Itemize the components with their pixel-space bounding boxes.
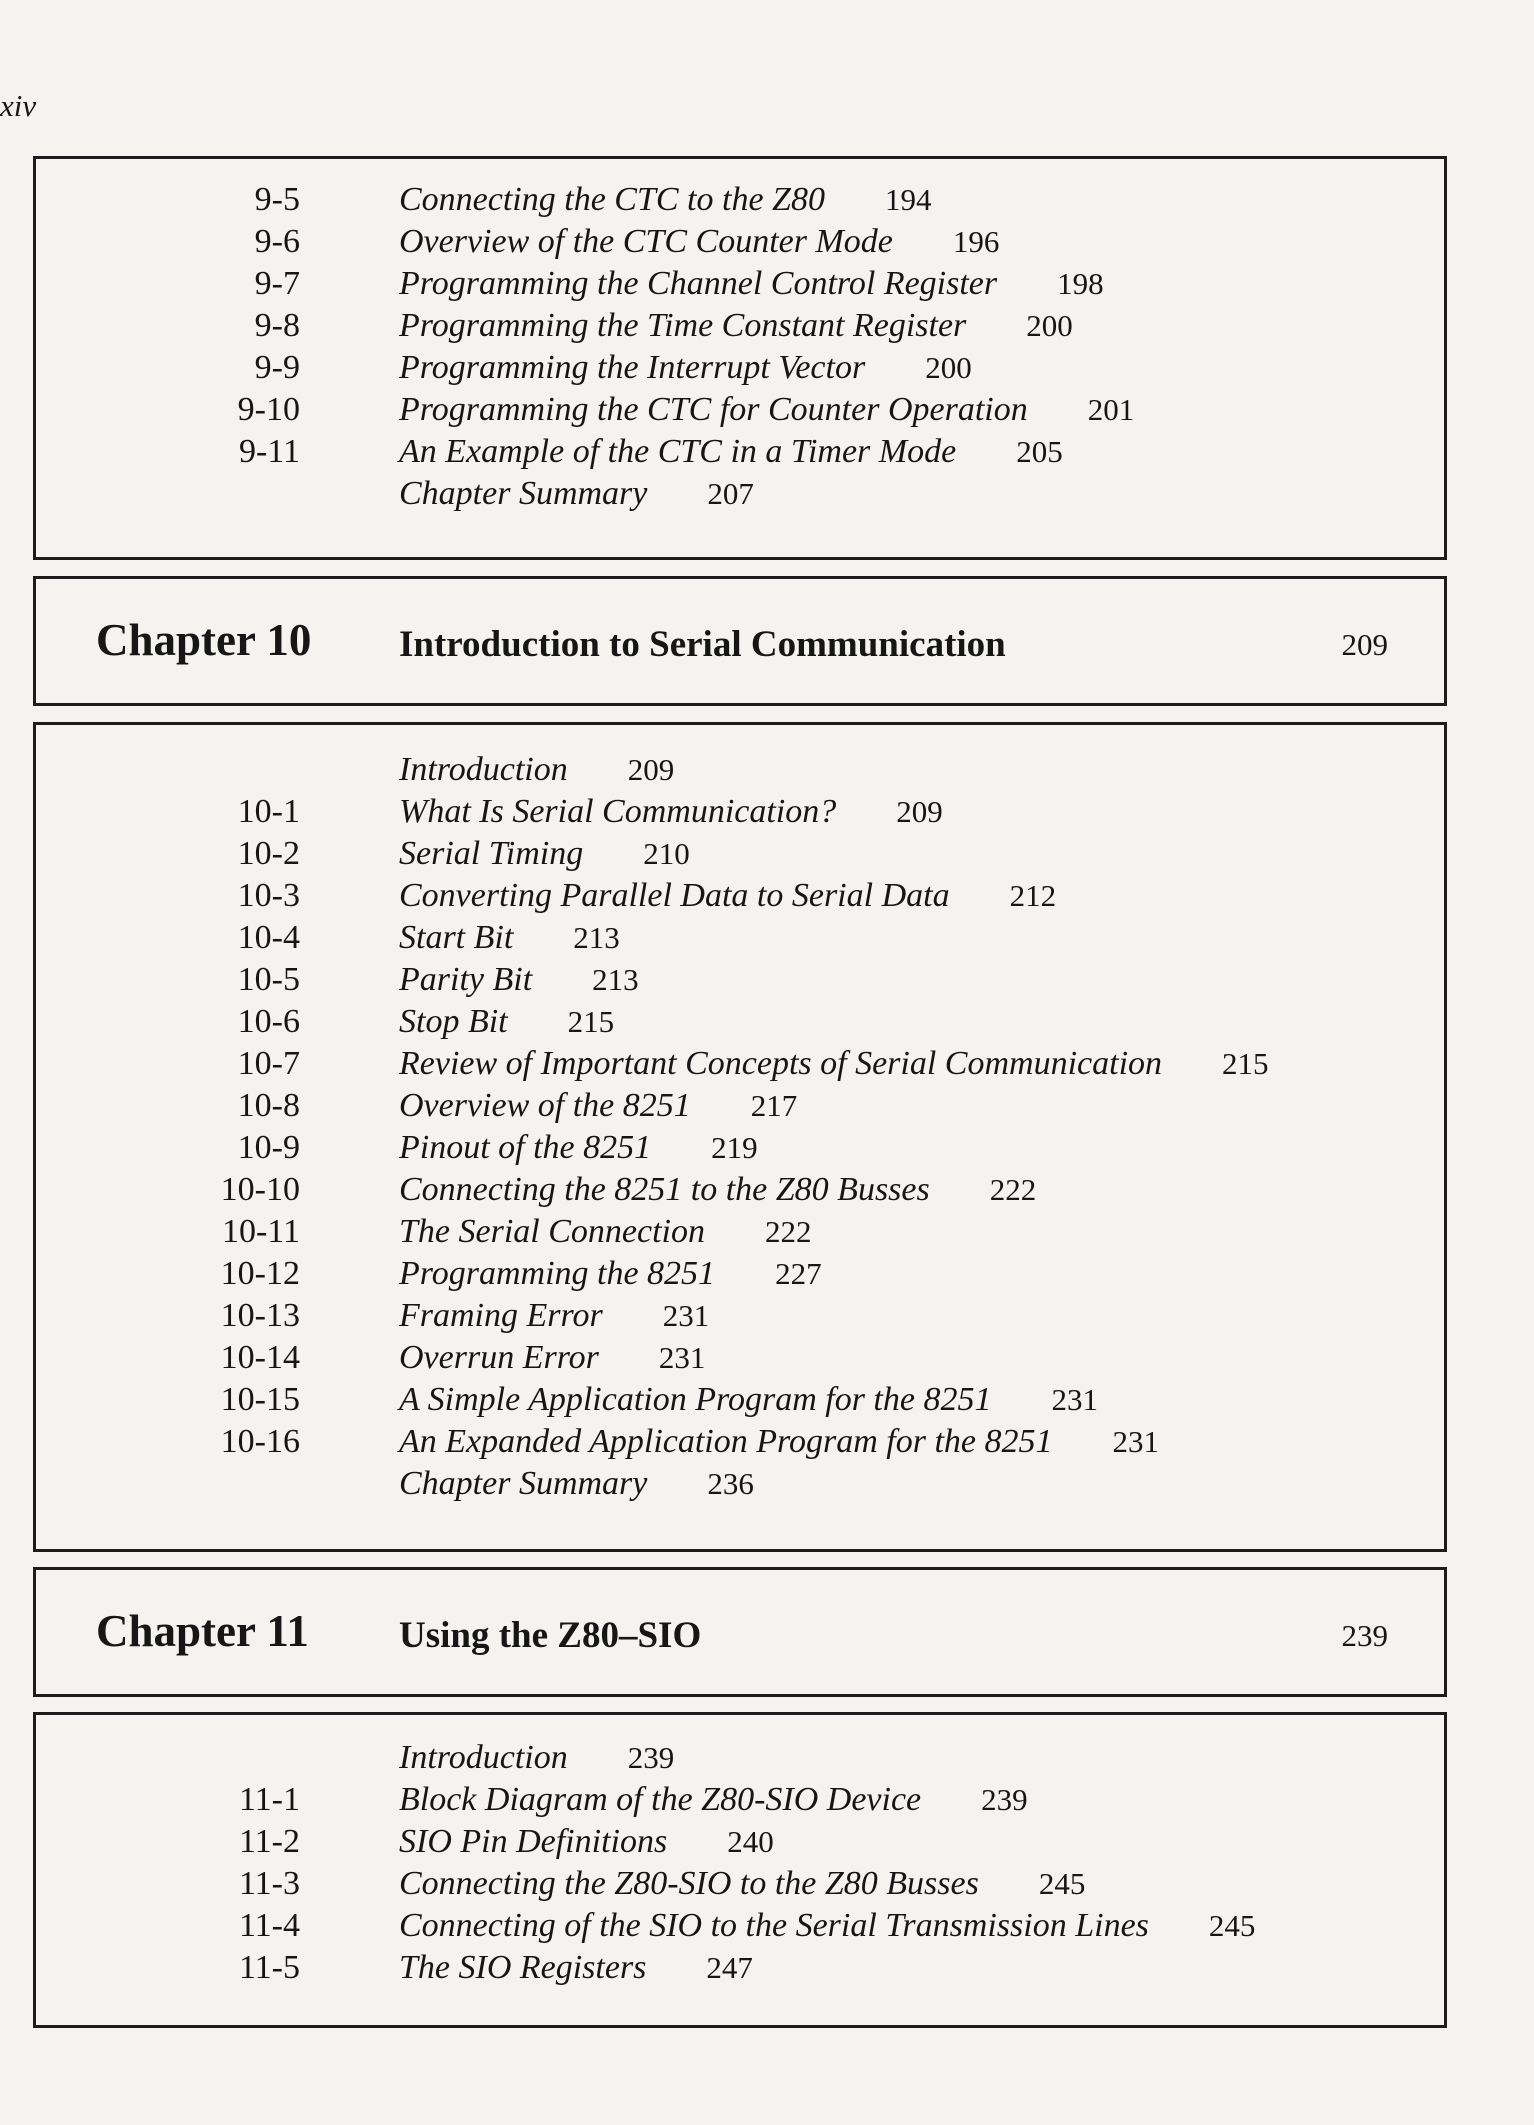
section-title-text: An Example of the CTC in a Timer Mode <box>399 433 957 470</box>
section-title <box>399 347 972 389</box>
section-number: 9-9 <box>254 349 300 386</box>
toc-entry <box>36 1211 1444 1253</box>
section-title-text: Block Diagram of the Z80-SIO Device <box>399 1781 922 1818</box>
section-title-text: Programming the Time Constant Register <box>399 307 967 344</box>
toc-entry <box>36 1947 1444 1989</box>
section-number: 10-3 <box>237 877 300 914</box>
section-title <box>399 1337 705 1379</box>
section-title <box>399 1779 1028 1821</box>
section-number: 10-15 <box>220 1381 300 1418</box>
toc-section-chapter11 <box>33 1712 1447 2028</box>
toc-entry <box>36 1085 1444 1127</box>
toc-entry <box>36 1169 1444 1211</box>
section-page-number: 213 <box>592 962 639 997</box>
toc-entry-list <box>36 179 1444 515</box>
section-page-number: 209 <box>896 794 943 829</box>
section-title <box>399 305 1073 347</box>
section-number: 9-8 <box>254 307 300 344</box>
section-title <box>399 1905 1255 1947</box>
section-number: 10-12 <box>220 1255 300 1292</box>
section-number: 9-11 <box>238 433 300 470</box>
section-title <box>399 1947 753 1989</box>
section-page-number: 215 <box>1222 1046 1269 1081</box>
section-page-number: 217 <box>750 1088 798 1123</box>
section-page-number: 222 <box>764 1214 812 1249</box>
toc-entry <box>36 833 1444 875</box>
section-number: 9-6 <box>254 223 300 260</box>
section-number: 11-1 <box>238 1781 300 1818</box>
section-title <box>399 179 931 221</box>
section-number: 10-2 <box>237 835 300 872</box>
toc-entry <box>36 389 1444 431</box>
toc-entry-list <box>36 1737 1444 1989</box>
section-number: 10-10 <box>220 1171 300 1208</box>
section-title <box>399 1295 709 1337</box>
section-title <box>399 1737 674 1779</box>
section-number: 10-5 <box>237 961 300 998</box>
section-page-number: 213 <box>573 920 620 955</box>
page-number: xiv <box>0 88 37 123</box>
section-number: 10-16 <box>220 1423 300 1460</box>
section-number: 10-7 <box>237 1045 300 1082</box>
section-title-text: Connecting of the SIO to the Serial Transmission Lines <box>399 1907 1149 1944</box>
toc-entry <box>36 1463 1444 1505</box>
section-page-number: 200 <box>925 350 972 385</box>
section-page-number: 236 <box>707 1466 754 1501</box>
section-title-text: An Expanded Application Program for the 8251 <box>399 1423 1053 1460</box>
toc-entry <box>36 1821 1444 1863</box>
toc-entry <box>36 1379 1444 1421</box>
section-page-number: 239 <box>981 1782 1028 1817</box>
section-number: 10-11 <box>221 1213 300 1250</box>
section-page-number: 201 <box>1087 392 1135 427</box>
section-number: 9-5 <box>254 181 300 218</box>
section-page-number: 198 <box>1057 266 1104 301</box>
toc-entry <box>36 1863 1444 1905</box>
section-title-text: Serial Timing <box>399 835 584 872</box>
section-page-number: 196 <box>952 224 1000 259</box>
toc-entry <box>36 305 1444 347</box>
chapter-label: Chapter 11 <box>96 1606 309 1656</box>
section-page-number: 222 <box>989 1172 1037 1207</box>
toc-entry <box>36 749 1444 791</box>
section-number: 10-4 <box>237 919 300 956</box>
section-title <box>399 1001 614 1043</box>
section-title <box>399 1253 822 1295</box>
section-title <box>399 1863 1085 1905</box>
section-title-text: Overrun Error <box>399 1339 599 1376</box>
section-number: 9-7 <box>254 265 300 302</box>
section-page-number: 212 <box>1009 878 1057 913</box>
section-title <box>399 791 943 833</box>
section-title-text: Chapter Summary <box>399 1465 648 1502</box>
chapter-title: Introduction to Serial Communication <box>399 624 1006 665</box>
section-title <box>399 1211 811 1253</box>
section-title-text: Parity Bit <box>399 961 533 998</box>
toc-entry <box>36 1127 1444 1169</box>
section-number: 11-4 <box>238 1907 300 1944</box>
section-page-number: 219 <box>711 1130 758 1165</box>
toc-entry <box>36 179 1444 221</box>
toc-entry <box>36 1295 1444 1337</box>
section-title-text: Chapter Summary <box>399 475 648 512</box>
section-page-number: 207 <box>707 476 754 511</box>
section-title-text: Introduction <box>399 751 568 788</box>
toc-section-chapter9-continued <box>33 156 1447 560</box>
toc-entry <box>36 1905 1444 1947</box>
section-title-text: SIO Pin Definitions <box>399 1823 668 1860</box>
section-page-number: 209 <box>627 752 675 787</box>
section-page-number: 245 <box>1038 1866 1086 1901</box>
section-title <box>399 917 620 959</box>
toc-entry <box>36 1779 1444 1821</box>
section-number: 10-6 <box>237 1003 300 1040</box>
toc-entry <box>36 221 1444 263</box>
section-number: 10-8 <box>237 1087 300 1124</box>
section-page-number: 231 <box>1112 1424 1159 1459</box>
section-title <box>399 1379 1098 1421</box>
section-number: 9-10 <box>237 391 300 428</box>
section-page-number: 231 <box>658 1340 706 1375</box>
chapter-label: Chapter 10 <box>96 615 312 665</box>
section-title-text: Start Bit <box>399 919 514 956</box>
section-title <box>399 1421 1159 1463</box>
toc-entry <box>36 347 1444 389</box>
toc-entry <box>36 1253 1444 1295</box>
section-title <box>399 1085 797 1127</box>
section-title <box>399 1821 774 1863</box>
toc-section-chapter10 <box>33 722 1447 1552</box>
toc-entry <box>36 959 1444 1001</box>
section-title-text: Review of Important Concepts of Serial Communication <box>399 1045 1163 1082</box>
toc-entry <box>36 917 1444 959</box>
section-page-number: 247 <box>706 1950 753 1985</box>
section-page-number: 215 <box>567 1004 615 1039</box>
section-title <box>399 221 999 263</box>
toc-entry <box>36 1421 1444 1463</box>
section-title <box>399 389 1134 431</box>
section-number: 10-9 <box>237 1129 300 1166</box>
section-title-text: Programming the Channel Control Register <box>399 265 998 302</box>
section-number: 11-2 <box>238 1823 300 1860</box>
section-title-text: The SIO Registers <box>399 1949 647 1986</box>
section-title <box>399 1127 758 1169</box>
toc-entry <box>36 1001 1444 1043</box>
toc-entry <box>36 1337 1444 1379</box>
section-title <box>399 1169 1036 1211</box>
section-title-text: Converting Parallel Data to Serial Data <box>399 877 950 914</box>
chapter-page-number: 209 <box>1341 627 1388 662</box>
toc-entry <box>36 1043 1444 1085</box>
section-title <box>399 1043 1269 1085</box>
toc-entry <box>36 875 1444 917</box>
section-title-text: Programming the 8251 <box>399 1255 716 1292</box>
chapter-page-number: 239 <box>1341 1618 1388 1653</box>
section-title-text: Connecting the CTC to the Z80 <box>399 181 825 218</box>
section-page-number: 194 <box>884 182 932 217</box>
section-number: 10-1 <box>237 793 300 830</box>
section-title-text: Connecting the Z80-SIO to the Z80 Busses <box>399 1865 979 1902</box>
section-title <box>399 1463 754 1505</box>
section-page-number: 200 <box>1026 308 1073 343</box>
section-page-number: 227 <box>775 1256 822 1291</box>
section-number: 10-13 <box>220 1297 300 1334</box>
section-title <box>399 749 674 791</box>
section-title-text: Stop Bit <box>399 1003 508 1040</box>
section-title-text: Connecting the 8251 to the Z80 Busses <box>399 1171 930 1208</box>
section-page-number: 205 <box>1016 434 1063 469</box>
section-title-text: Overview of the 8251 <box>399 1087 691 1124</box>
section-page-number: 231 <box>1051 1382 1098 1417</box>
toc-entry-list <box>36 749 1444 1505</box>
section-title <box>399 473 754 515</box>
toc-entry <box>36 263 1444 305</box>
toc-entry <box>36 431 1444 473</box>
section-page-number: 240 <box>727 1824 774 1859</box>
section-page-number: 210 <box>643 836 690 871</box>
section-title-text: What Is Serial Communication? <box>399 793 837 830</box>
chapter-10-heading <box>33 576 1447 706</box>
section-title <box>399 833 690 875</box>
toc-entry <box>36 473 1444 515</box>
toc-entry <box>36 1737 1444 1779</box>
chapter-11-heading <box>33 1567 1447 1697</box>
section-number: 11-3 <box>238 1865 300 1902</box>
section-title-text: Programming the CTC for Counter Operation <box>399 391 1028 428</box>
section-title-text: Programming the Interrupt Vector <box>399 349 866 386</box>
section-number: 10-14 <box>220 1339 300 1376</box>
section-title <box>399 431 1063 473</box>
section-page-number: 231 <box>662 1298 710 1333</box>
section-title-text: Framing Error <box>399 1297 603 1334</box>
section-title-text: The Serial Connection <box>399 1213 705 1250</box>
toc-entry <box>36 791 1444 833</box>
section-number: 11-5 <box>238 1949 300 1986</box>
chapter-title: Using the Z80–SIO <box>399 1615 702 1656</box>
section-page-number: 245 <box>1208 1908 1256 1943</box>
section-title <box>399 875 1056 917</box>
section-title-text: A Simple Application Program for the 8251 <box>399 1381 992 1418</box>
section-title <box>399 263 1104 305</box>
section-title-text: Introduction <box>399 1739 568 1776</box>
section-title <box>399 959 639 1001</box>
section-title-text: Pinout of the 8251 <box>399 1129 652 1166</box>
section-page-number: 239 <box>627 1740 675 1775</box>
section-title-text: Overview of the CTC Counter Mode <box>399 223 893 260</box>
